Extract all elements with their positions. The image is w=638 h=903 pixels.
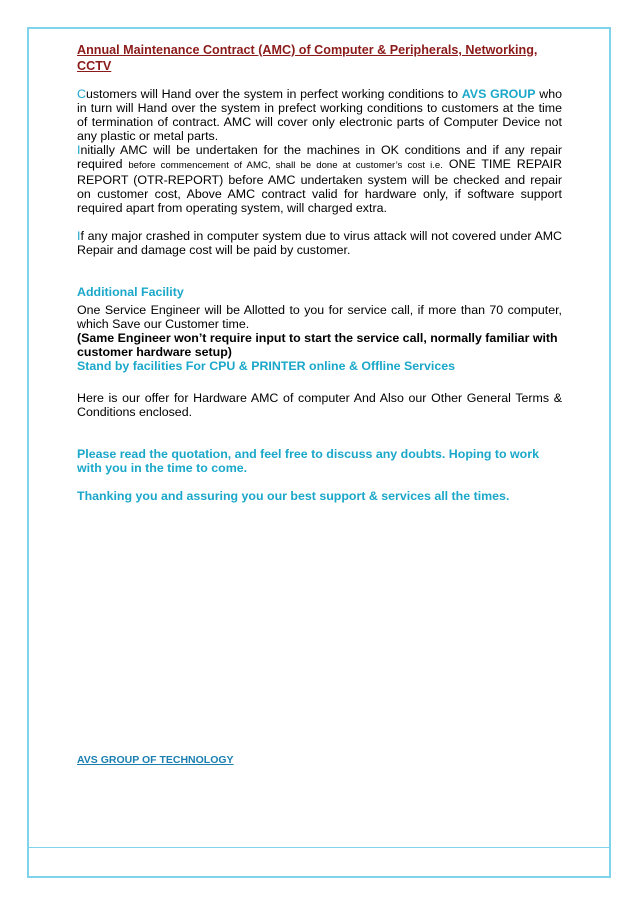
- same-engineer-note: (Same Engineer won’t require input to start the service call, normally familiar with customer hardware setup): [77, 331, 558, 359]
- offer-text: Here is our offer for Hardware AMC of computer And Also our Other General Terms & Conditions enclosed.: [77, 391, 562, 419]
- thanks-text: Thanking you and assuring you our best support & services all the times.: [77, 489, 510, 503]
- page-frame-left: [27, 27, 29, 878]
- company-footer: AVS GROUP OF TECHNOLOGY: [77, 754, 234, 766]
- page-frame-top: [27, 27, 611, 29]
- paragraph-handover: [77, 87, 562, 143]
- paragraph-text: ustomers will Hand over the system in perfect working conditions to: [85, 87, 462, 101]
- service-engineer-text: One Service Engineer will be Allotted to you for service call, if more than 70 computer, which Save our Customer time.: [77, 303, 562, 331]
- paragraph-text: ONE TIME REPAIR REPORT (OTR-REPORT) before AMC undertaken system will be checked and repair on customer cost, Above AMC contract valid for hardware only, if software support required apart from operating system, will charged extra.: [77, 157, 562, 215]
- standby-facilities: Stand by facilities For CPU & PRINTER online & Offline Services: [77, 359, 455, 373]
- additional-facility-heading: Additional Facility: [77, 285, 184, 299]
- paragraph-small-text: before commencement of AMC, shall be done at customer’s cost i.e.: [128, 160, 443, 171]
- page-frame-bottom: [27, 876, 611, 878]
- paragraph-text: f any major crashed in computer system due to virus attack will not covered under AMC Repair and damage cost will be paid by customer.: [77, 229, 562, 257]
- paragraph-initial-amc: [77, 143, 562, 215]
- paragraph-virus: [77, 229, 562, 257]
- drop-cap: I: [77, 229, 81, 243]
- page-frame-right: [609, 27, 611, 878]
- paragraph-text: nitially AMC will be undertaken for the machines in OK conditions and if any repair required: [77, 143, 562, 171]
- drop-cap: I: [77, 143, 81, 157]
- document-title: Annual Maintenance Contract (AMC) of Computer & Peripherals, Networking, CCTV: [77, 43, 538, 73]
- brand-name: AVS GROUP: [461, 87, 536, 101]
- page-frame-divider: [27, 847, 611, 848]
- paragraph-text: who in turn will Hand over the system in prefect working conditions to customers at the time of termination of contract. AMC will cover only electronic parts of Computer Device not any plastic or metal parts.: [77, 87, 562, 143]
- read-quotation-text: Please read the quotation, and feel free to discuss any doubts. Hoping to work with you in the time to come.: [77, 447, 539, 475]
- drop-cap: C: [77, 87, 86, 101]
- document-body: [77, 42, 562, 503]
